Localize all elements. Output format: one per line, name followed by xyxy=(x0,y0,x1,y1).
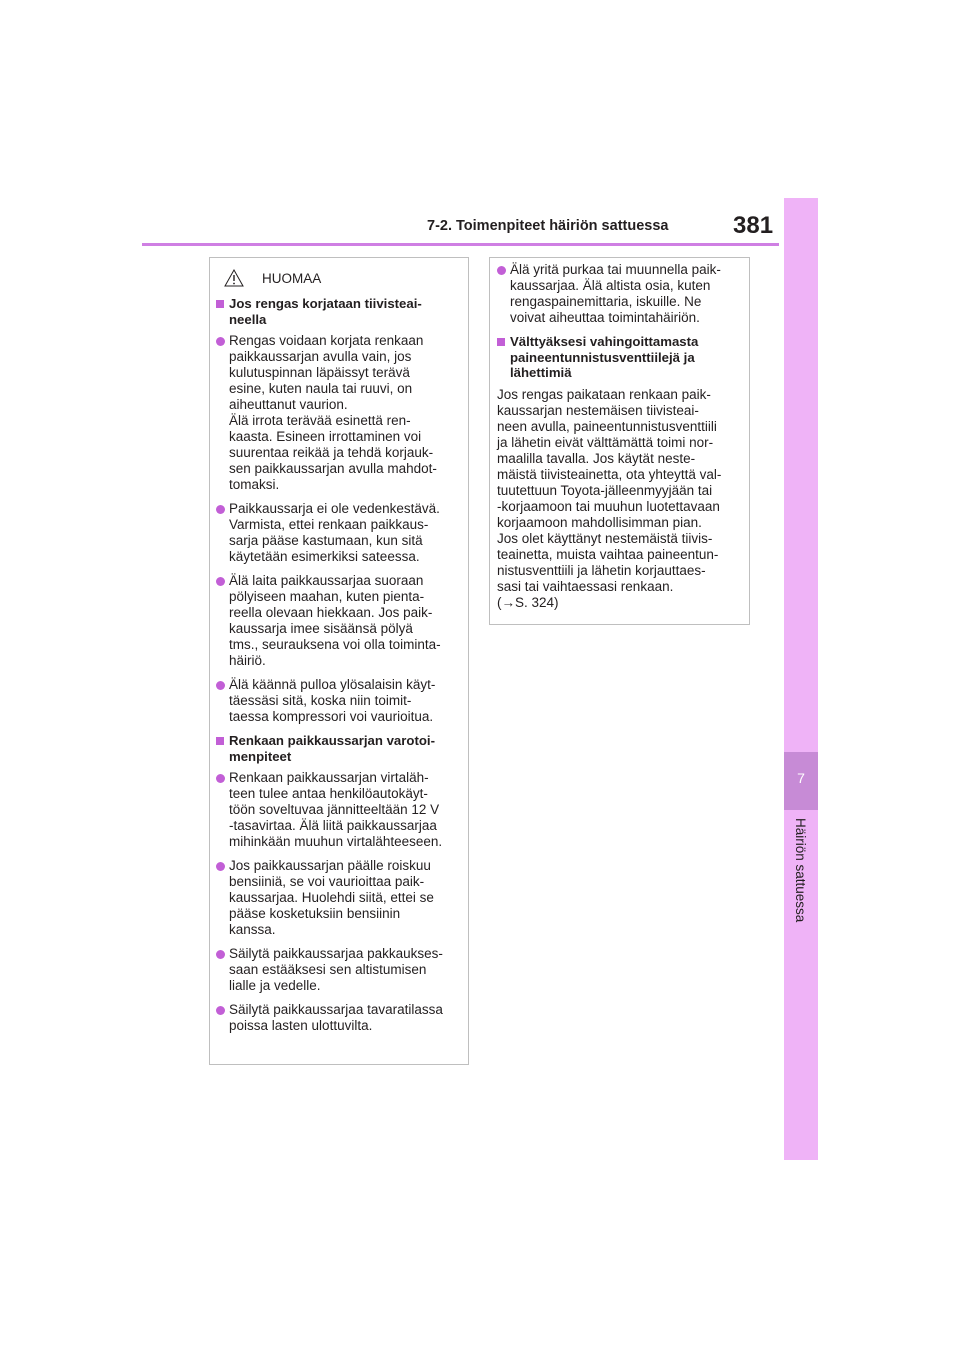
square-bullet-icon xyxy=(216,737,224,745)
paragraph: Jos rengas paikataan renkaan paik- kaussarjan nestemäisen tiivisteai- neen avulla, paineentunnistusventtiili ja lähetin eivät välttämättä toimi nor- maalilla tavalla. Jos käytät neste- mäistä tiivisteainetta, ota yhteyttä val- tuutettuun Toyota-jälleenmyyjään tai -korjaamoon tai muuhun luotettavaan korjaamoon mahdollisimman pian. Jos olet käyttänyt nestemäistä tiivis- teainetta, muista vaihtaa paineentun- nistusventtiili ja lähetin korjauttaes- sasi tai vaihtaessasi renkaan. (→S. 324) xyxy=(497,386,722,610)
list-item xyxy=(216,573,459,669)
list-item-text: Rengas voidaan korjata renkaan paikkaussarjan avulla vain, jos kulutuspinnan läpäissyt terävä esine, kuten naula tai ruuvi, on aiheuttanut vaurion. Älä irrota terävää esinettä ren- kaasta. Esineen irrottaminen voi suurentaa reikää ja tehdä korjauk- sen paikkaussarjan avulla mahdot- tomaksi. xyxy=(229,333,437,492)
chapter-title: Häiriön sattuessa xyxy=(793,818,808,923)
section-title: 7-2. Toimenpiteet häiriön sattuessa xyxy=(427,218,669,234)
square-bullet-icon xyxy=(497,338,505,346)
section-heading xyxy=(216,296,459,327)
list-item-text: Säilytä paikkaussarjaa tavaratilassa poissa lasten ulottuvilta. xyxy=(229,1002,443,1033)
list-item xyxy=(216,677,459,725)
section-heading-text: Välttyäksesi vahingoittamasta paineentunnistusventtiilejä ja lähettimiä xyxy=(510,334,699,380)
list-item-text: Jos paikkaussarjan päälle roiskuu bensiiniä, se voi vaurioittaa paik- kaussarjaa. Huolehdi siitä, ettei se pääse kosketuksiin bensiinin kanssa. xyxy=(229,858,434,937)
round-bullet-icon xyxy=(216,505,225,514)
list-item xyxy=(497,262,739,326)
caution-header xyxy=(224,266,459,290)
round-bullet-icon xyxy=(216,577,225,586)
section-heading xyxy=(216,733,459,764)
round-bullet-icon xyxy=(216,681,225,690)
side-tab xyxy=(784,198,818,1160)
header-rule xyxy=(142,243,779,246)
list-item xyxy=(216,1002,459,1034)
round-bullet-icon xyxy=(216,950,225,959)
list-item xyxy=(216,858,459,938)
list-item-text: Älä laita paikkaussarjaa suoraan pölyiseen maahan, kuten pienta- reella olevaan hiekkaan. Jos paik- kaussarja imee sisäänsä pölyä tms., seurauksena voi olla toiminta- häiriö. xyxy=(229,573,441,668)
round-bullet-icon xyxy=(216,862,225,871)
section-heading-text: Jos rengas korjataan tiivisteai- neella xyxy=(229,296,422,327)
chapter-number: 7 xyxy=(797,770,805,786)
list-item xyxy=(216,946,459,994)
section-heading-text: Renkaan paikkaussarjan varotoi- menpiteet xyxy=(229,733,435,764)
list-item-text: Renkaan paikkaussarjan virtaläh- teen tulee antaa henkilöautokäyt- töön soveltuvaa jännitteeltään 12 V -tasavirtaa. Älä liitä paikkaussarjaa mihinkään muuhun virtalähteeseen. xyxy=(229,770,443,849)
round-bullet-icon xyxy=(216,337,225,346)
caution-label: HUOMAA xyxy=(262,270,322,286)
list-item-text: Säilytä paikkaussarjaa pakkaukses- saan estääksesi sen altistumisen lialle ja vedelle. xyxy=(229,946,443,993)
round-bullet-icon xyxy=(497,266,506,275)
caution-box-continued xyxy=(489,257,750,625)
caution-box xyxy=(209,257,469,1065)
list-item-text: Älä käännä pulloa ylösalaisin käyt- täessäsi sitä, koska niin toimit- taessa kompressori voi vaurioitua. xyxy=(229,677,436,724)
square-bullet-icon xyxy=(216,300,224,308)
list-item xyxy=(216,770,459,850)
round-bullet-icon xyxy=(216,1006,225,1015)
list-item-text: Paikkaussarja ei ole vedenkestävä. Varmista, ettei renkaan paikkaus- sarja pääse kastumaan, kun sitä käytetään esimerkiksi sateessa. xyxy=(229,501,440,564)
list-item-text: Älä yritä purkaa tai muunnella paik- kaussarjaa. Älä altista osia, kuten rengaspainemittaria, iskuille. Ne voivat aiheuttaa toimintahäiriön. xyxy=(510,262,721,325)
list-item xyxy=(216,333,459,493)
page-number: 381 xyxy=(733,212,774,239)
round-bullet-icon xyxy=(216,774,225,783)
list-item xyxy=(216,501,459,565)
warning-triangle-icon xyxy=(224,269,244,287)
section-heading xyxy=(497,334,739,381)
